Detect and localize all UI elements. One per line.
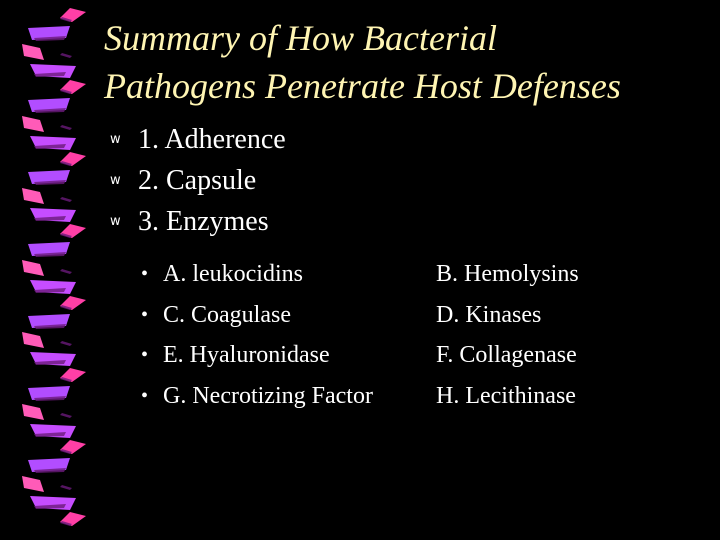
main-bullet-list (106, 119, 286, 242)
enzyme-left: G. Necrotizing Factor (163, 382, 373, 409)
spiral-segment (28, 26, 70, 41)
enzyme-right: H. Lecithinase (436, 382, 576, 409)
title-line-1: Summary of How Bacterial (104, 18, 497, 58)
spiral-segment (30, 208, 76, 222)
spiral-segment (22, 260, 72, 276)
enzyme-right: B. Hemolysins (436, 261, 579, 287)
spiral-segment (28, 458, 70, 473)
bullet-text: 2. Capsule (138, 165, 257, 196)
title-line-2: Pathogens Penetrate Host Defenses (104, 66, 621, 106)
spiral-segment (28, 386, 70, 401)
bullet-marker-icon: w (110, 214, 121, 229)
spiral-segment (22, 404, 72, 420)
spiral-segment (60, 8, 86, 22)
sub-bullet-dot-icon: • (141, 303, 149, 326)
spiral-segment (60, 512, 86, 526)
sub-bullet-dot-icon: • (141, 384, 149, 407)
bullet-text: 1. Adherence (138, 124, 286, 155)
spiral-segment (22, 476, 72, 492)
bullet-marker-icon: w (110, 132, 121, 147)
enzyme-right: D. Kinases (436, 301, 542, 328)
spiral-segment (22, 44, 72, 60)
spiral-segment (60, 440, 86, 454)
spiral-segment (22, 116, 72, 132)
spiral-segment (30, 352, 76, 366)
bullet-marker-icon: w (110, 173, 121, 188)
enzyme-left: E. Hyaluronidase (163, 342, 330, 368)
spiral-segment (22, 188, 72, 204)
bullet-item (106, 160, 286, 201)
enzyme-left: C. Coagulase (163, 301, 291, 328)
spiral-segment (60, 296, 86, 310)
sub-bullet-dot-icon: • (141, 344, 149, 366)
spiral-segment (28, 98, 70, 113)
bullet-item (106, 119, 286, 160)
spiral-segment (60, 80, 86, 94)
spiral-segment (60, 152, 86, 166)
spiral-segment (30, 280, 76, 294)
sub-bullet-dot-icon: • (141, 263, 149, 285)
bullet-item (106, 201, 286, 242)
spiral-ribbon-decoration (0, 0, 100, 540)
spiral-segment (30, 64, 76, 78)
spiral-segment (22, 332, 72, 348)
bullet-text: 3. Enzymes (138, 206, 269, 237)
spiral-segment (30, 496, 76, 510)
slide-title (104, 14, 704, 110)
enzyme-left: A. leukocidins (163, 261, 303, 287)
enzyme-right: F. Collagenase (436, 342, 577, 368)
spiral-segment (28, 242, 70, 257)
spiral-segment (30, 136, 76, 150)
spiral-segment (30, 424, 76, 438)
spiral-segment (60, 224, 86, 238)
spiral-segment (60, 368, 86, 382)
spiral-segment (28, 314, 70, 329)
spiral-segment (28, 170, 70, 185)
